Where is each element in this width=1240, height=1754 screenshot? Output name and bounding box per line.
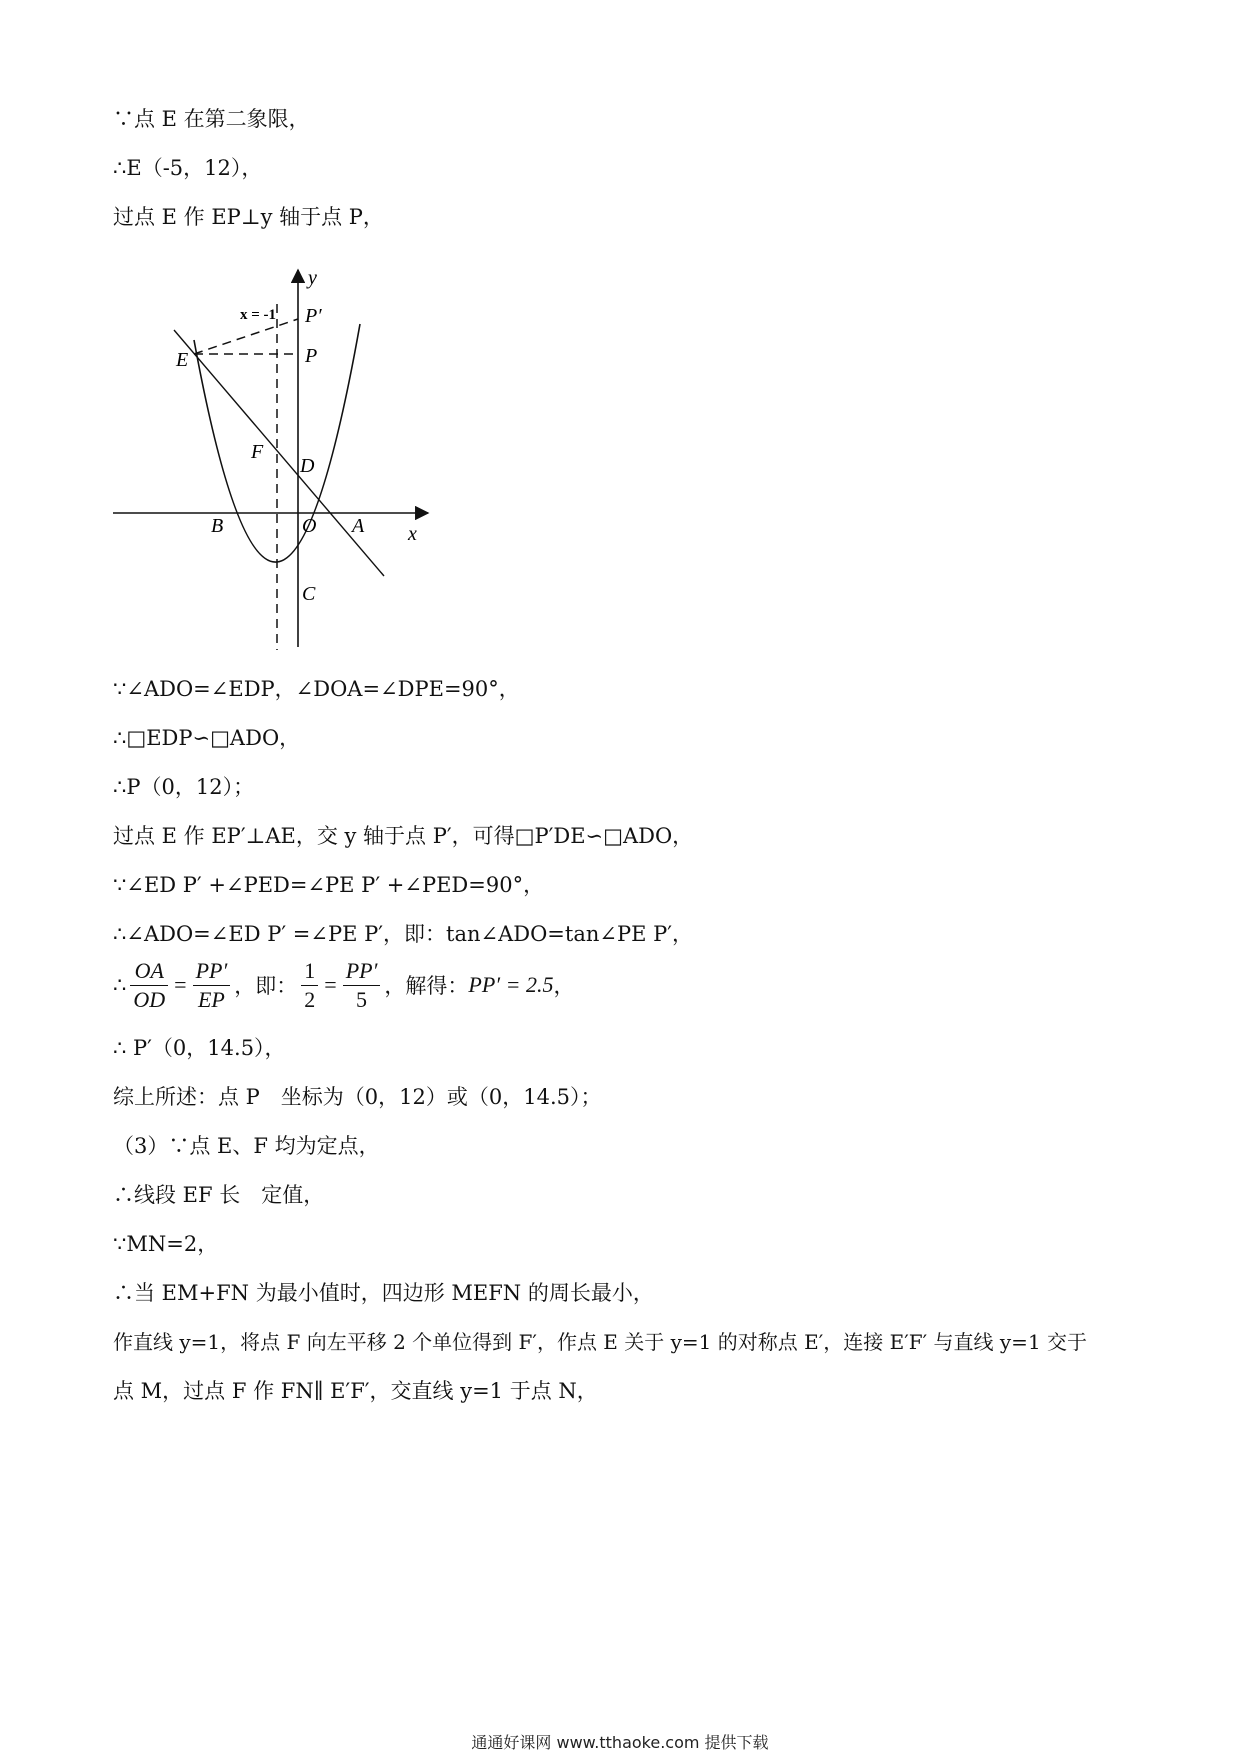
fraction-pp-ep <box>193 957 231 1014</box>
fraction-equation-line <box>113 950 574 1020</box>
fraction-denominator: OD <box>133 986 166 1012</box>
text-line-4: ∵∠ADO=∠EDP，∠DOA=∠DPE=90°， <box>113 677 520 701</box>
text-line-9: ∴∠ADO=∠ED P′ =∠PE P′，即：tan∠ADO=tan∠PE P′， <box>113 922 694 946</box>
result-expression: PP′ = 2.5 <box>468 972 554 997</box>
text-namely: ，即： <box>234 974 298 998</box>
fraction-numerator: OA <box>130 957 168 986</box>
text-line-5: ∴□EDP∽□ADO， <box>113 726 301 750</box>
text-line-2: ∴E（-5，12）， <box>113 156 263 180</box>
text-comma: ， <box>553 974 575 998</box>
text-line-6: ∴P（0，12）； <box>113 775 255 799</box>
page-footer: 通通好课网 www.tthaoke.com 提供下载 <box>471 1733 769 1752</box>
label-line-x-eq-neg1: x = -1 <box>240 307 277 323</box>
ep-prime-dashed-line <box>194 319 298 354</box>
fraction-one-half <box>301 957 318 1014</box>
fraction-numerator: 1 <box>301 957 318 986</box>
label-o: O <box>302 515 317 537</box>
text-solve: ，解得： <box>384 974 469 998</box>
label-b: B <box>211 515 224 537</box>
text-line-16: 作直线 y=1，将点 F 向左平移 2 个单位得到 F′，作点 E 关于 y=1 的对称点 E′，连接 E′F′ 与直线 y=1 交于 <box>113 1330 1088 1354</box>
text-line-12: （3）∵点 E、F 均为定点， <box>113 1134 380 1158</box>
text-line-11: 综上所述：点 P 坐标为（0，12）或（0，14.5）； <box>113 1085 602 1109</box>
therefore-symbol: ∴ <box>113 973 127 997</box>
fraction-oa-od <box>130 957 168 1014</box>
fraction-denominator: 2 <box>304 986 316 1012</box>
text-line-7: 过点 E 作 EP′⊥AE，交 y 轴于点 P′，可得□P′DE∽□ADO， <box>113 824 694 848</box>
parabola-figure <box>108 262 438 657</box>
label-a: A <box>352 515 365 537</box>
text-line-14: ∵MN=2， <box>113 1232 219 1256</box>
text-line-13: ∴线段 EF 长 定值， <box>113 1183 325 1207</box>
text-line-17: 点 M，过点 F 作 FN∥ E′F′，交直线 y=1 于点 N， <box>113 1379 598 1403</box>
fraction-numerator: PP′ <box>343 957 381 986</box>
label-p: P <box>305 345 318 367</box>
label-x: x <box>408 523 417 545</box>
fraction-numerator: PP′ <box>193 957 231 986</box>
fraction-pp-5 <box>343 957 381 1014</box>
fraction-denominator: EP <box>197 986 225 1012</box>
fraction-denominator: 5 <box>356 986 368 1012</box>
equals-sign: = <box>174 972 187 997</box>
label-f: F <box>251 441 264 463</box>
label-y: y <box>308 267 317 289</box>
text-line-8: ∵∠ED P′ +∠PED=∠PE P′ +∠PED=90°， <box>113 873 545 897</box>
text-line-15: ∴当 EM+FN 为最小值时，四边形 MEFN 的周长最小， <box>113 1281 654 1305</box>
label-d: D <box>300 455 315 477</box>
label-e: E <box>176 349 189 371</box>
text-line-10: ∴ P′（0，14.5）， <box>113 1036 286 1060</box>
text-line-3: 过点 E 作 EP⊥y 轴于点 P， <box>113 205 384 229</box>
text-line-1: ∵点 E 在第二象限， <box>113 107 310 131</box>
label-p-prime: P′ <box>305 305 322 327</box>
equals-sign: = <box>324 972 337 997</box>
label-c: C <box>302 583 316 605</box>
